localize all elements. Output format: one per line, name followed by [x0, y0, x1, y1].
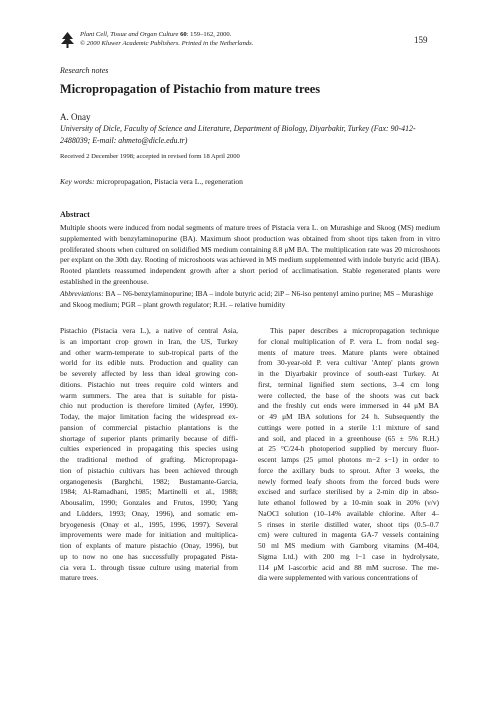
- copyright-line: © 2000 Kluwer Academic Publishers. Printed in the Netherlands.: [80, 40, 254, 47]
- journal-title: Plant Cell, Tissue and Organ Culture: [80, 31, 179, 38]
- body-text-line: in the Diyarbakir province of south-east Turkey. At: [258, 369, 439, 378]
- abbreviations-text: BA – N6-benzylaminopurine; IBA – indole butyric acid; 2iP – N6-iso pentenyl amino purine; MS – Murashige and Skoog medium; PGR – plant growth regulator; R.H. – relative humidity: [60, 289, 434, 309]
- body-text-line: organogenesis (Barghchi, 1982; Bustamante-Garcia,: [60, 476, 238, 486]
- body-text-line: shortage of superior plants primarily because of diffi-: [60, 433, 238, 443]
- body-text-line: be severely affected by less than ideal growing con-: [60, 369, 238, 378]
- body-text-line: Pistachio (Pistacia vera L.), a native of central Asia,: [60, 326, 238, 335]
- body-text-line: 114 μM l-ascorbic acid and 88 mM sucrose. The me-: [258, 562, 439, 572]
- section-label: Research notes: [60, 66, 109, 75]
- body-left-column: [60, 326, 238, 584]
- body-text-line: improvements were made for initiation and multiplica-: [60, 530, 238, 540]
- author-name: A. Onay: [60, 112, 91, 122]
- body-text-line: cm) were cultured in magenta GA-7 vessels containing: [258, 530, 439, 540]
- abstract-heading: Abstract: [60, 210, 90, 219]
- abbreviations-label: Abbreviations:: [60, 289, 104, 298]
- body-text-line: the traditional method of grafting. Micropropaga-: [60, 455, 238, 464]
- body-text-line: Abousalim, 1990; Gonzales and Frutos, 1990; Yang: [60, 498, 238, 507]
- body-text-line: force the axillary buds to sprout. After 3 weeks, the: [258, 465, 439, 475]
- body-text-line: tion of pistachio cultivars has been achieved through: [60, 465, 238, 475]
- journal-pages: : 159–162, 2000.: [186, 31, 232, 38]
- body-text-line: cuttings were potted in a sterile 1:1 mixture of sand: [258, 422, 439, 432]
- body-text-line: and Lüdders, 1993; Onay, 1996), and somatic em-: [60, 508, 238, 518]
- body-right-column: [258, 326, 439, 584]
- body-text-line: dia were supplemented with various concentrations of: [258, 573, 418, 583]
- body-text-line: Today, the major limitation facing the widespread ex-: [60, 412, 238, 421]
- body-text-line: at 25 °C/24-h photoperiod supplied by mercury fluor-: [258, 444, 439, 454]
- body-text-line: world for its edible nuts. Production and quality can: [60, 358, 238, 368]
- page-number: 159: [414, 35, 428, 45]
- received-dates: Received 2 December 1998; accepted in revised form 18 April 2000: [60, 153, 240, 160]
- body-text-line: first, terminal lignified stem sections, 3–4 cm long: [258, 379, 439, 389]
- body-text-line: pansion of commercial pistachio plantations is the: [60, 422, 238, 432]
- abstract-text: Multiple shoots were induced from nodal segments of mature trees of Pistacia vera L. on Murashige and Skoog (MS) medium supplemented with benzylaminopurine (BA). Maximum shoot production was obtained from shoot tips taken from in vitro proliferated shoots when cultured on solidified MS medium containing 8.8 μM BA. The multiplication rate was 20 microshoots per explant on the 30th day. Rooting of microshoots was achieved in MS medium supplemented with indole butyric acid (IBA). Rooted plantlets reassumed independent growth after a short period of acclimatisation. Stable regenerated plants were established in the greenhouse.: [60, 223, 440, 286]
- journal-citation: [80, 30, 253, 48]
- article-title: Micropropagation of Pistachio from mature trees: [60, 82, 321, 96]
- body-text-line: is an important crop grown in Iran, the US, Turkey: [60, 336, 238, 346]
- body-text-line: This paper describes a micropropagation technique: [270, 326, 439, 335]
- body-text-line: for clonal multiplication of P. vera L. from nodal seg-: [258, 336, 439, 346]
- body-text-line: 1984; Al-Ramadhani, 1985; Martinelli et al., 1988;: [60, 487, 238, 497]
- body-text-line: bryogenesis (Onay et al., 1995, 1996, 1997). Several: [60, 519, 238, 529]
- body-text-line: cia vera L. through tissue culture using material from: [60, 562, 238, 572]
- body-text-line: newly formed leafy shoots from the forced buds were: [258, 476, 439, 486]
- keywords-label: Key words:: [60, 177, 95, 186]
- body-text-line: ditions. Pistachio nut trees require cold winters and: [60, 379, 238, 389]
- body-text-line: tion of explants of mature pistachio (Onay, 1996), but: [60, 541, 238, 550]
- abbreviations: [60, 289, 444, 311]
- body-text-line: escent lamps (25 μmol photons m−2 s−1) in order to: [258, 455, 439, 464]
- body-text-line: and the freshly cut ends were immersed in 44 μM BA: [258, 401, 439, 411]
- body-text-line: chio nut production is therefore limited (Ayfer, 1990).: [60, 401, 238, 411]
- body-text-line: ments of mature trees. Mature plants were obtained: [258, 347, 439, 357]
- journal-volume: 60: [180, 31, 187, 38]
- body-text-line: were collected, the base of the shoots was cut back: [258, 390, 439, 400]
- author-affiliation: University of Dicle, Faculty of Science and Literature, Department of Biology, Diyarbakir, Turkey (Fax: 90-412-2488039; E-mail: ahmeto@dicle.edu.tr): [60, 124, 416, 145]
- body-text-line: or 49 μM IBA solutions for 24 h. Subsequently the: [258, 412, 439, 421]
- body-text-line: warm summers. The area that is suitable for pista-: [60, 390, 238, 400]
- body-text-line: 5 rinses in sterile distilled water, shoot tips (0.5–0.7: [258, 519, 439, 529]
- body-text-line: and other warm-temperate to sub-tropical parts of the: [60, 347, 238, 357]
- body-text-line: up to now no one has successfully propagated Pista-: [60, 551, 238, 561]
- body-text-line: and soil, and placed in a greenhouse (65 ± 5% R.H.): [258, 433, 439, 443]
- body-text-line: 50 ml MS medium with Gamborg vitamins (M-404,: [258, 541, 439, 550]
- body-text-line: Sigma Ltd.) with 200 mg l−1 case in hydrolysate,: [258, 551, 439, 561]
- body-text-line: excised and surface sterilised by a 2-min dip in abso-: [258, 487, 439, 497]
- keywords-text: micropropagation, Pistacia vera L., regeneration: [94, 177, 243, 186]
- body-text-line: mature trees.: [60, 573, 99, 583]
- body-text-line: from 30-year-old P. vera cultivar 'Antep' plants grown: [258, 358, 439, 368]
- body-text-line: culties experienced in propagating this species using: [60, 444, 238, 454]
- publisher-tree-logo: [60, 31, 75, 49]
- body-text-line: lute ethanol followed by a 10-min soak in 20% (v/v): [258, 498, 439, 507]
- keywords: [60, 177, 243, 186]
- body-text-line: NaOCl solution (10–14% available chlorine. After 4–: [258, 508, 439, 518]
